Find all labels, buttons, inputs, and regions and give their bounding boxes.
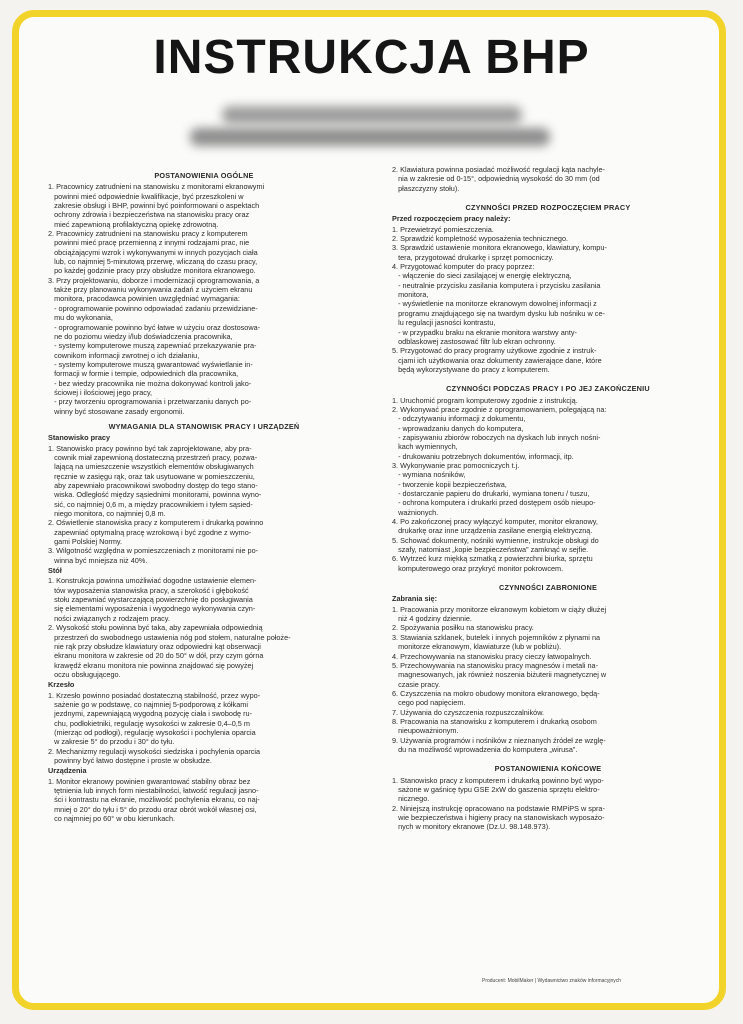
left-column — [48, 165, 360, 823]
text-line: także przy planowaniu wykonywania zadań z użyciem ekranu — [48, 285, 253, 295]
text-line: szafy, natomiast „kopie bezpieczeństwa” zamknąć w sejfie. — [392, 545, 589, 555]
footer-credit: Producent: MobilMaker | Wydawnictwo znaków informacyjnych — [482, 978, 622, 984]
text-line: ne do poziomu wiedzy i/lub doświadczenia pracownika, — [48, 331, 233, 341]
section-heading: POSTANOWIENIA OGÓLNE — [154, 171, 254, 180]
text-line: - odczytywaniu informacji z dokumentu, — [392, 414, 526, 424]
text-line: aby zapewniało pracownikowi swobodny dostęp do tego stano- — [48, 481, 258, 490]
right-column — [392, 165, 704, 832]
text-line: zapewniać optymalną pracę wzrokową i być zgodne z wymo- — [48, 527, 252, 537]
spacer — [392, 374, 704, 378]
text-line: 3. Sprawdzić ustawienie monitora ekranowego, klawiatury, kompu- — [392, 243, 607, 253]
subsection-heading: Zabrania się: — [392, 594, 438, 604]
text-line: - systemy komputerowe muszą zapewniać przekazywanie pra- — [48, 341, 257, 351]
text-line: 5. Przygotować do pracy programy użytkowe zgodnie z instruk- — [392, 346, 597, 356]
text-line: się elementami wyposażenia i wygodnego wykonywania czyn- — [48, 604, 256, 614]
text-line: - oprogramowanie powinno odpowiadać zadaniu przewidziane- — [48, 303, 258, 313]
text-line: 8. Pracowania na stanowisku z komputerem i drukarką osobom — [392, 716, 597, 726]
text-line: gami Polskiej Normy. — [48, 537, 123, 547]
text-line: monitora, pracodawca powinien uwzględniać wymagania: — [48, 294, 240, 304]
subsection-heading: Krzesło — [48, 680, 75, 690]
text-line: zakresie obsługi i BHP, powinni być poinformowani o aspektach — [48, 201, 260, 211]
text-line: lającą na umieszczenie wszystkich elementów obsługiwanych — [48, 462, 254, 472]
text-line: - ochrona komputera i drukarki przed dostępem osób nieupo- — [392, 498, 596, 508]
text-line: - wyświetlenie na monitorze ekranowym dowolnej informacji z — [392, 299, 597, 309]
text-line: 9. Używania programów i nośników z nieznanych źródeł ze wzglę- — [392, 735, 606, 745]
text-line: 2. Wykonywać prace zgodnie z oprogramowaniem, polegającą na: — [392, 404, 607, 414]
text-line: formacji w formie i tempie, odpowiednich dla pracownika, — [48, 369, 239, 379]
text-line: cownik miał zapewnioną dostateczną przestrzeń pracy, pozwa- — [48, 452, 258, 462]
text-line: 4. Przechowywania na stanowisku pracy cieczy łatwopalnych. — [392, 651, 592, 661]
text-line: mieć zapewnioną profilaktyczną opiekę zdrowotną. — [48, 219, 219, 229]
text-line: nieupoważnionym. — [392, 726, 459, 736]
text-line: - zapisywaniu zbiorów roboczych na dyskach lub innych nośni- — [392, 432, 601, 442]
text-line: niż 4 godziny dziennie. — [392, 614, 472, 624]
text-line: czasie pracy. — [392, 679, 441, 689]
text-line: sażone w gaśnicę typu GSE 2xW do gaszenia sprzętu elektro- — [392, 784, 600, 794]
text-line: - przy tworzeniu oprogramowania i przetwarzaniu danych po- — [48, 397, 252, 407]
text-line: - wymiana nośników, — [392, 470, 466, 480]
text-line: płaszczyzny stołu). — [392, 183, 460, 193]
text-line: 5. Schować dokumenty, nośniki wymienne, instrukcje obsługi do — [392, 535, 599, 545]
text-line: nia w zakresie od 0-15°, odpowiednią wysokość do 30 mm (od — [392, 174, 600, 184]
text-line: 1. Stanowisko pracy z komputerem i drukarką powinno być wypo- — [392, 775, 604, 785]
section-heading: CZYNNOŚCI PRZED ROZPOCZĘCIEM PRACY — [465, 203, 631, 213]
text-line: - dostarczanie papieru do drukarki, wymiana toneru / tuszu, — [392, 489, 590, 498]
text-line: ręcznie w zasięgu rąk, oraz tak usytuowane w pomieszczeniu, — [48, 471, 255, 481]
text-line: drukarkę oraz inne urządzenia zasilane energią elektryczną. — [392, 526, 593, 536]
text-line: 2. Niniejszą instrukcję opracowano na podstawie RMPiPS w spra- — [392, 803, 605, 813]
text-line: będą wykorzystywane do pracy z komputerem. — [392, 364, 550, 374]
text-line: 7. Używania do czyszczenia rozpuszczalników. — [392, 707, 545, 717]
text-line: cjami ich użytkowania oraz dokumenty zawierające dane, które — [392, 355, 602, 365]
text-line: lub, co najmniej 5-minutową przerwę, wliczaną do czasu pracy, — [48, 257, 258, 267]
text-line: 1. Krzesło powinno posiadać dostateczną stabilność, przez wypo- — [48, 690, 261, 700]
text-line: sażenie go w podstawę, co najmniej 5-podporową z kółkami — [48, 699, 248, 709]
subsection-heading: Urządzenia — [48, 766, 87, 776]
text-line: krawędź ekranu monitora nie powinna znajdować się powyżej — [48, 660, 254, 670]
text-line: wie bezpieczeństwa i higieny pracy na stanowiskach wyposażo- — [392, 813, 605, 822]
text-line: 3. Wilgotność względna w pomieszczeniach z monitorami nie po- — [48, 546, 259, 556]
text-line: 6. Czyszczenia na mokro obudowy monitora ekranowego, będą- — [392, 688, 600, 698]
spacer — [392, 573, 704, 577]
text-line: 4. Po zakończonej pracy wyłączyć komputer, monitor ekranowy, — [392, 517, 598, 527]
text-line: 1. Monitor ekranowy powinien gwarantować stabilny obraz bez — [48, 776, 251, 786]
text-line: po każdej godzinie pracy przy obsłudze monitora ekranowego. — [48, 266, 256, 276]
text-line: chu, podłokietniki, regulację wysokości w zakresie 0,4–0,5 m — [48, 718, 250, 728]
blurred-subtitle-line-1 — [222, 106, 522, 124]
subsection-heading: Przed rozpoczęciem pracy należy: — [392, 214, 511, 224]
text-line: cego pod napięciem. — [392, 698, 466, 708]
text-line: 1. Konstrukcja powinna umożliwiać dogodne ustawienie elemen- — [48, 576, 257, 586]
text-line: ochrony zdrowia i bezpieczeństwa na stanowisku pracy oraz — [48, 210, 250, 220]
text-line: powinni mieć odpowiednie kwalifikacje, być przeszkoleni w — [48, 191, 244, 201]
text-line: - włączenie do sieci zasilającej w energię elektryczną, — [392, 271, 572, 281]
text-line: oczu obsługującego. — [48, 669, 121, 679]
text-line: niego monitora, co najmniej 0,8 m. — [48, 509, 166, 519]
text-line: 5. Przechowywania na stanowisku pracy magnesów i metali na- — [392, 660, 599, 670]
text-line: ści i kontrastu na ekranie, możliwość pochylenia ekranu, co naj- — [48, 795, 260, 805]
text-line: tera, przygotować drukarkę i sprzęt pomocniczy. — [392, 252, 554, 262]
text-line: nych w monitory ekranowe (Dz.U. 98.148.973). — [392, 822, 551, 832]
text-line: stołu zapewniać wystarczającą powierzchnię do posługiwania — [48, 595, 253, 605]
text-line: nie rąk przy obsłudze klawiatury oraz odpowiedni kąt obserwacji — [48, 641, 261, 651]
section-heading: CZYNNOŚCI ZABRONIONE — [498, 583, 598, 593]
text-line: komputerowego oraz przykryć monitor pokrowcem. — [392, 563, 564, 573]
text-line: 2. Sprawdzić kompletność wyposażenia technicznego. — [392, 234, 569, 244]
text-line: 1. Uruchomić program komputerowy zgodnie z instrukcją. — [392, 395, 578, 405]
text-line: tów wyposażenia stanowiska pracy, a szerokość i głębokość — [48, 585, 249, 595]
spacer — [392, 754, 704, 758]
subsection-heading: Stół — [48, 566, 62, 576]
text-line: du na możliwość wprowadzenia do komputera „wirusa”. — [392, 744, 578, 754]
text-line: lu regulacji jasności kontrastu, — [392, 318, 496, 328]
text-line: ekranu monitora w zakresie od 20 do 50° w dół, przy czym górna — [48, 651, 264, 661]
text-line: 2. Mechanizmy regulacji wysokości siedziska i pochylenia oparcia — [48, 746, 261, 756]
text-line: - w przypadku braku na ekranie monitora warstwy anty- — [392, 327, 577, 337]
text-line: winny być stosowane zasady ergonomii. — [48, 406, 185, 416]
blurred-subtitle-line-2 — [190, 128, 550, 146]
text-line: (mierząc od podłogi), regulację wysokości i pochylenia oparcia — [48, 727, 256, 737]
text-line: odblaskowej zastosować filtr lub ekran ochronny. — [392, 336, 556, 346]
text-line: obciążającymi wzrok i wykonywanymi w innych pozycjach ciała — [48, 247, 258, 257]
spacer — [392, 193, 704, 197]
text-line: 1. Stanowisko pracy powinno być tak zaprojektowane, aby pra- — [48, 443, 252, 453]
text-line: - bez wiedzy pracownika nie można dokonywać kontroli jako- — [48, 378, 252, 388]
text-line: w zakresie 5° do przodu i 30° do tyłu. — [48, 737, 175, 747]
text-line: ściowej i ilościowej jego pracy, — [48, 387, 153, 397]
text-line: 2. Oświetlenie stanowiska pracy z komputerem i drukarką powinno — [48, 518, 264, 528]
text-line: 3. Przy projektowaniu, doborze i modernizacji oprogramowania, a — [48, 275, 260, 285]
text-line: 2. Spożywania posiłku na stanowisku pracy. — [392, 623, 534, 633]
text-line: kach wymiennych, — [392, 442, 458, 452]
text-line: - oprogramowanie powinno być łatwe w użyciu oraz dostosowa- — [48, 322, 261, 332]
page-title: INSTRUKCJA BHP — [153, 31, 590, 84]
text-line: - systemy komputerowe muszą gwarantować wyświetlanie in- — [48, 359, 253, 369]
text-line: 1. Pracownicy zatrudnieni na stanowisku z monitorami ekranowymi — [48, 182, 265, 192]
text-line: tętnienia lub innych form niestabilności, łatwość regulacji jasno- — [48, 786, 259, 795]
text-line: 1. Pracowania przy monitorze ekranowym kobietom w ciąży dłużej — [392, 604, 607, 614]
text-line: 2. Klawiatura powinna posiadać możliwość regulacji kąta nachyle- — [392, 165, 605, 174]
text-line: nicznego. — [392, 794, 430, 804]
text-line: wiska. Odległość między sąsiednimi monitorami, powinna wyno- — [48, 490, 262, 500]
text-line: - tworzenie kopii bezpieczeństwa, — [392, 479, 507, 489]
text-line: powinny być łatwo dostępne i proste w obsłudze. — [48, 755, 212, 765]
text-line: jezdnymi, zapewniającą wygodną pozycję ciała i swobodę ru- — [48, 709, 253, 719]
text-line: ności związanych z rodzajem pracy. — [48, 613, 170, 623]
section-heading: POSTANOWIENIA KOŃCOWE — [494, 764, 602, 774]
text-line: cownikom informacji zwrotnej o ich działaniu, — [48, 350, 200, 360]
text-line: ważnionych. — [392, 507, 439, 517]
text-line: monitora, — [392, 290, 429, 300]
text-line: 4. Przygotować komputer do pracy poprzez: — [392, 262, 535, 272]
text-line: 3. Wykonywanie prac pomocniczych t.j. — [392, 460, 520, 470]
text-line: sić, co najmniej 0,6 m, a między pracownikiem i tyłem sąsied- — [48, 499, 253, 509]
section-heading: WYMAGANIA DLA STANOWISK PRACY I URZĄDZEŃ — [108, 421, 300, 431]
text-line: 3. Stawiania szklanek, butelek i innych pojemników z płynami na — [392, 632, 601, 642]
text-line: - neutralnie przycisku zasilania komputera i przycisku zasilania — [392, 280, 601, 290]
text-line: - drukowaniu potrzebnych dokumentów, informacji, itp. — [392, 451, 574, 461]
text-line: programu znajdującego się na twardym dysku lub nośniku w ce- — [392, 308, 605, 318]
text-line: przestrzeń do swobodnego ustawienia nóg pod stołem, naturalne położe- — [48, 632, 291, 642]
text-line: - wprowadzaniu danych do komputera, — [392, 423, 524, 433]
text-line: mu do wykonania, — [48, 313, 113, 323]
text-line: winna być mniejsza niż 40%. — [48, 555, 148, 565]
text-line: co najmniej po 60° w obu kierunkach. — [48, 814, 176, 824]
text-line: powinni mieć pracę przemienną z innymi rodzajami prac, nie — [48, 238, 250, 248]
text-line: monitorze ekranowym, klawiaturze (lub w pobliżu). — [392, 642, 562, 652]
text-line: 2. Pracownicy zatrudnieni na stanowisku pracy z komputerem — [48, 229, 248, 239]
section-heading: CZYNNOŚCI PODCZAS PRACY I PO JEJ ZAKOŃCZENIU — [446, 384, 650, 394]
text-line: 6. Wytrzeć kurz miękką szmatką z powierzchni biurka, sprzętu — [392, 554, 593, 564]
subsection-heading: Stanowisko pracy — [48, 433, 111, 443]
text-line: magnesowanych, jak również noszenia biżuterii magnetycznej w — [392, 670, 607, 680]
text-line: 1. Przewietrzyć pomieszczenia. — [392, 224, 494, 234]
text-line: 2. Wysokość stołu powinna być taka, aby zapewniała odpowiednią — [48, 623, 263, 633]
text-line: mniej o 20° do tyłu i 5° do przodu oraz obrót wokół własnej osi, — [48, 804, 257, 814]
